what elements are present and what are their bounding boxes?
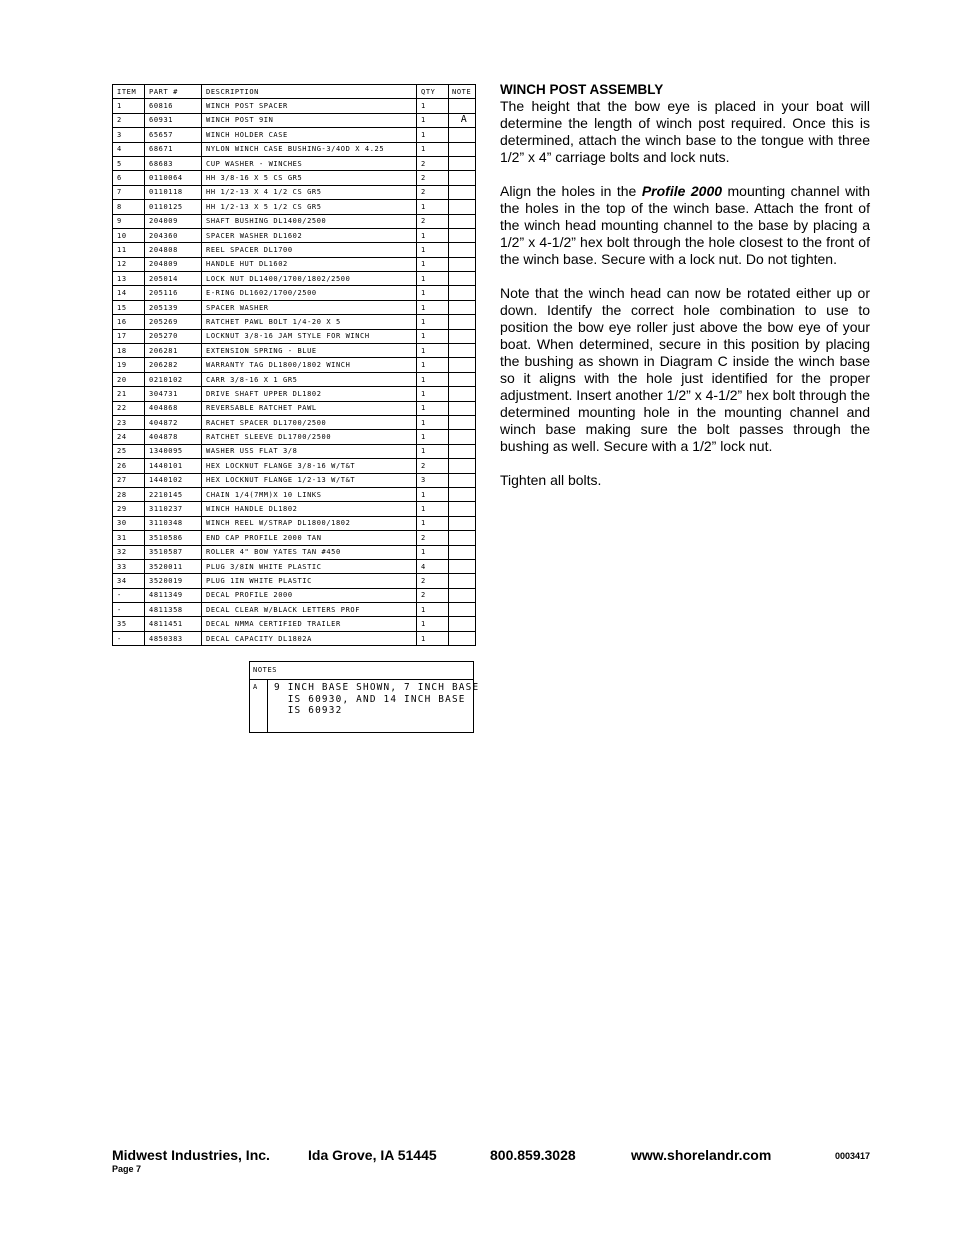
cell-qty: 1 bbox=[417, 300, 449, 314]
cell-qty: 1 bbox=[417, 545, 449, 559]
paragraph-3: Note that the winch head can now be rotated either up or down. Identify the correct hole combination to use to position the bow eye roller just above the bow eye of your boat. When determined, secure in this position by placing the bushing as shown in Diagram C inside the winch base so it aligns with the hole just identified for the proper adjustment. Insert another 1/2” x 4-1/2” hex bolt through the determined mounting hole in the mounting channel and winch base making sure the bolt passes through the bushing as well. Secure with a 1/2” lock nut. bbox=[500, 285, 870, 454]
cell-part: 4811451 bbox=[145, 617, 202, 631]
notes-header: NOTES bbox=[250, 662, 473, 680]
cell-note bbox=[449, 531, 476, 545]
cell-note bbox=[449, 214, 476, 228]
cell-description: HANDLE HUT DL1602 bbox=[202, 257, 417, 271]
cell-qty: 2 bbox=[417, 459, 449, 473]
cell-description: DECAL CAPACITY DL1802A bbox=[202, 631, 417, 645]
table-row bbox=[113, 603, 476, 617]
cell-qty: 2 bbox=[417, 574, 449, 588]
table-row bbox=[113, 99, 476, 113]
cell-part: 68671 bbox=[145, 142, 202, 156]
table-row bbox=[113, 329, 476, 343]
cell-note bbox=[449, 487, 476, 501]
table-row bbox=[113, 502, 476, 516]
footer-website: www.shorelandr.com bbox=[631, 1147, 772, 1163]
cell-note bbox=[449, 516, 476, 530]
footer-phone: 800.859.3028 bbox=[490, 1147, 576, 1163]
cell-item: 6 bbox=[113, 171, 145, 185]
cell-note bbox=[449, 315, 476, 329]
cell-part: 3110237 bbox=[145, 502, 202, 516]
cell-item: 33 bbox=[113, 559, 145, 573]
cell-part: 3510587 bbox=[145, 545, 202, 559]
cell-description: HH 3/8-16 X 5 CS GR5 bbox=[202, 171, 417, 185]
cell-part: 3510586 bbox=[145, 531, 202, 545]
cell-note bbox=[449, 128, 476, 142]
cell-item: 30 bbox=[113, 516, 145, 530]
cell-item: 14 bbox=[113, 286, 145, 300]
cell-item: 32 bbox=[113, 545, 145, 559]
footer-company: Midwest Industries, Inc. bbox=[112, 1147, 270, 1163]
cell-part: 3520019 bbox=[145, 574, 202, 588]
cell-part: 206282 bbox=[145, 358, 202, 372]
cell-item: 19 bbox=[113, 358, 145, 372]
cell-item: 3 bbox=[113, 128, 145, 142]
cell-item: 4 bbox=[113, 142, 145, 156]
table-row bbox=[113, 243, 476, 257]
cell-part: 204809 bbox=[145, 257, 202, 271]
cell-note bbox=[449, 257, 476, 271]
cell-qty: 1 bbox=[417, 315, 449, 329]
table-row bbox=[113, 128, 476, 142]
cell-qty: 1 bbox=[417, 243, 449, 257]
cell-qty: 1 bbox=[417, 430, 449, 444]
notes-mark: A bbox=[250, 680, 268, 732]
cell-description: WINCH POST 9IN bbox=[202, 113, 417, 127]
parts-table-body bbox=[113, 99, 476, 646]
cell-description: DECAL NMMA CERTIFIED TRAILER bbox=[202, 617, 417, 631]
table-row bbox=[113, 286, 476, 300]
table-row bbox=[113, 444, 476, 458]
cell-item: 5 bbox=[113, 156, 145, 170]
cell-qty: 2 bbox=[417, 531, 449, 545]
table-row bbox=[113, 142, 476, 156]
cell-item: 34 bbox=[113, 574, 145, 588]
cell-item: 31 bbox=[113, 531, 145, 545]
cell-qty: 1 bbox=[417, 128, 449, 142]
cell-item: 10 bbox=[113, 228, 145, 242]
cell-qty: 4 bbox=[417, 559, 449, 573]
cell-item: 16 bbox=[113, 315, 145, 329]
cell-description: SPACER WASHER bbox=[202, 300, 417, 314]
table-row bbox=[113, 617, 476, 631]
paragraph-1: The height that the bow eye is placed in your boat will determine the length of winch post required. Once this is determined, attach the winch base to the tongue with three 1/2” x 4” carriage bolts and lock nuts. bbox=[500, 98, 870, 165]
cell-part: 204808 bbox=[145, 243, 202, 257]
cell-item: 1 bbox=[113, 99, 145, 113]
cell-description: HH 1/2-13 X 4 1/2 CS GR5 bbox=[202, 185, 417, 199]
header-description: DESCRIPTION bbox=[202, 85, 417, 99]
table-row bbox=[113, 545, 476, 559]
cell-qty: 1 bbox=[417, 516, 449, 530]
table-row bbox=[113, 300, 476, 314]
cell-item: 17 bbox=[113, 329, 145, 343]
cell-description: RATCHET SLEEVE DL1700/2500 bbox=[202, 430, 417, 444]
cell-qty: 1 bbox=[417, 142, 449, 156]
cell-note bbox=[449, 444, 476, 458]
cell-description: END CAP PROFILE 2000 TAN bbox=[202, 531, 417, 545]
cell-part: 68683 bbox=[145, 156, 202, 170]
cell-description: SHAFT BUSHING DL1400/2500 bbox=[202, 214, 417, 228]
table-row bbox=[113, 588, 476, 602]
cell-description: LOCK NUT DL1400/1700/1802/2500 bbox=[202, 272, 417, 286]
cell-note bbox=[449, 401, 476, 415]
cell-note bbox=[449, 473, 476, 487]
cell-note bbox=[449, 358, 476, 372]
table-row bbox=[113, 200, 476, 214]
cell-note bbox=[449, 156, 476, 170]
paragraph-2-post: mounting channel with the holes in the top of the winch base. Attach the front of the winch head mounting channel to the base by placing a 1/2” x 4-1/2” hex bolt through the hole closest to the front of the winch base. Secure with a lock nut. Do not tighten. bbox=[500, 183, 871, 267]
cell-note bbox=[449, 142, 476, 156]
instructions-section bbox=[500, 82, 870, 506]
footer-page-number: Page 7 bbox=[112, 1164, 142, 1174]
cell-item: 21 bbox=[113, 387, 145, 401]
header-item: ITEM bbox=[113, 85, 145, 99]
cell-item: 8 bbox=[113, 200, 145, 214]
cell-qty: 2 bbox=[417, 214, 449, 228]
table-row bbox=[113, 156, 476, 170]
cell-description: HH 1/2-13 X 5 1/2 CS GR5 bbox=[202, 200, 417, 214]
cell-item: 27 bbox=[113, 473, 145, 487]
cell-description: PLUG 1IN WHITE PLASTIC bbox=[202, 574, 417, 588]
cell-qty: 1 bbox=[417, 272, 449, 286]
cell-part: 404868 bbox=[145, 401, 202, 415]
cell-item: - bbox=[113, 588, 145, 602]
cell-part: 205139 bbox=[145, 300, 202, 314]
cell-description: PLUG 3/8IN WHITE PLASTIC bbox=[202, 559, 417, 573]
cell-part: 65657 bbox=[145, 128, 202, 142]
table-row bbox=[113, 214, 476, 228]
cell-description: ROLLER 4" BOW YATES TAN #450 bbox=[202, 545, 417, 559]
table-row bbox=[113, 401, 476, 415]
cell-qty: 1 bbox=[417, 329, 449, 343]
cell-qty: 1 bbox=[417, 502, 449, 516]
cell-note bbox=[449, 243, 476, 257]
cell-note bbox=[449, 228, 476, 242]
cell-qty: 1 bbox=[417, 228, 449, 242]
cell-part: 404872 bbox=[145, 415, 202, 429]
cell-part: 0110125 bbox=[145, 200, 202, 214]
cell-description: DECAL CLEAR W/BLACK LETTERS PROF bbox=[202, 603, 417, 617]
cell-note bbox=[449, 603, 476, 617]
cell-description: CARR 3/8-16 X 1 GR5 bbox=[202, 372, 417, 386]
cell-description: RATCHET PAWL BOLT 1/4-20 X 5 bbox=[202, 315, 417, 329]
cell-note bbox=[449, 387, 476, 401]
cell-description: WINCH HOLDER CASE bbox=[202, 128, 417, 142]
cell-qty: 3 bbox=[417, 473, 449, 487]
cell-note bbox=[449, 631, 476, 645]
cell-description: SPACER WASHER DL1602 bbox=[202, 228, 417, 242]
footer-city: Ida Grove, IA 51445 bbox=[308, 1147, 437, 1163]
cell-qty: 1 bbox=[417, 444, 449, 458]
cell-part: 1440101 bbox=[145, 459, 202, 473]
cell-item: 20 bbox=[113, 372, 145, 386]
table-row bbox=[113, 531, 476, 545]
cell-qty: 1 bbox=[417, 257, 449, 271]
cell-part: 1440102 bbox=[145, 473, 202, 487]
cell-part: 0110118 bbox=[145, 185, 202, 199]
cell-note bbox=[449, 99, 476, 113]
table-row bbox=[113, 113, 476, 127]
cell-item: 28 bbox=[113, 487, 145, 501]
cell-part: 4850383 bbox=[145, 631, 202, 645]
cell-note bbox=[449, 200, 476, 214]
cell-item: 22 bbox=[113, 401, 145, 415]
cell-part: 4811358 bbox=[145, 603, 202, 617]
table-row bbox=[113, 430, 476, 444]
cell-part: 4811349 bbox=[145, 588, 202, 602]
cell-part: 204009 bbox=[145, 214, 202, 228]
cell-description: CUP WASHER - WINCHES bbox=[202, 156, 417, 170]
paragraph-4: Tighten all bolts. bbox=[500, 472, 602, 488]
table-row bbox=[113, 185, 476, 199]
cell-note bbox=[449, 185, 476, 199]
cell-qty: 1 bbox=[417, 286, 449, 300]
cell-item: 29 bbox=[113, 502, 145, 516]
table-row bbox=[113, 228, 476, 242]
cell-description: DRIVE SHAFT UPPER DL1802 bbox=[202, 387, 417, 401]
cell-qty: 1 bbox=[417, 358, 449, 372]
cell-item: 24 bbox=[113, 430, 145, 444]
cell-qty: 1 bbox=[417, 415, 449, 429]
cell-qty: 1 bbox=[417, 617, 449, 631]
cell-qty: 2 bbox=[417, 185, 449, 199]
cell-part: 205116 bbox=[145, 286, 202, 300]
cell-item: 18 bbox=[113, 344, 145, 358]
cell-qty: 1 bbox=[417, 113, 449, 127]
cell-note bbox=[449, 272, 476, 286]
cell-description: REEL SPACER DL1700 bbox=[202, 243, 417, 257]
table-row bbox=[113, 315, 476, 329]
cell-part: 206281 bbox=[145, 344, 202, 358]
cell-qty: 2 bbox=[417, 171, 449, 185]
section-heading: WINCH POST ASSEMBLY bbox=[500, 82, 664, 97]
cell-part: 205269 bbox=[145, 315, 202, 329]
cell-description: WARRANTY TAG DL1800/1802 WINCH bbox=[202, 358, 417, 372]
table-row bbox=[113, 387, 476, 401]
cell-qty: 2 bbox=[417, 156, 449, 170]
cell-note bbox=[449, 559, 476, 573]
cell-description: REVERSABLE RATCHET PAWL bbox=[202, 401, 417, 415]
notes-row bbox=[250, 680, 480, 732]
paragraph-2-pre: Align the holes in the bbox=[500, 183, 642, 199]
cell-qty: 1 bbox=[417, 200, 449, 214]
cell-part: 304731 bbox=[145, 387, 202, 401]
cell-note bbox=[449, 617, 476, 631]
cell-item: 11 bbox=[113, 243, 145, 257]
cell-qty: 1 bbox=[417, 99, 449, 113]
table-row bbox=[113, 372, 476, 386]
cell-description: WINCH REEL W/STRAP DL1800/1802 bbox=[202, 516, 417, 530]
table-row bbox=[113, 171, 476, 185]
cell-qty: 1 bbox=[417, 631, 449, 645]
cell-note bbox=[449, 545, 476, 559]
cell-note bbox=[449, 344, 476, 358]
cell-description: HEX LOCKNUT FLANGE 1/2-13 W/T&T bbox=[202, 473, 417, 487]
cell-note: A bbox=[449, 113, 476, 127]
cell-item: 15 bbox=[113, 300, 145, 314]
cell-part: 205270 bbox=[145, 329, 202, 343]
table-row bbox=[113, 257, 476, 271]
cell-note bbox=[449, 430, 476, 444]
cell-description: CHAIN 1/4(7MM)X 10 LINKS bbox=[202, 487, 417, 501]
cell-part: 3520011 bbox=[145, 559, 202, 573]
cell-item: 12 bbox=[113, 257, 145, 271]
cell-description: DECAL PROFILE 2000 bbox=[202, 588, 417, 602]
notes-text: 9 INCH BASE SHOWN, 7 INCH BASE IS 60930, AND 14 INCH BASE IS 60932 bbox=[274, 682, 480, 716]
table-row bbox=[113, 358, 476, 372]
cell-description: EXTENSION SPRING - BLUE bbox=[202, 344, 417, 358]
cell-qty: 1 bbox=[417, 603, 449, 617]
cell-part: 60931 bbox=[145, 113, 202, 127]
parts-table bbox=[112, 84, 476, 646]
notes-box bbox=[249, 661, 480, 733]
cell-part: 1340095 bbox=[145, 444, 202, 458]
table-row bbox=[113, 574, 476, 588]
cell-note bbox=[449, 415, 476, 429]
cell-item: 13 bbox=[113, 272, 145, 286]
cell-part: 3110348 bbox=[145, 516, 202, 530]
cell-item: 7 bbox=[113, 185, 145, 199]
table-header-row bbox=[113, 85, 476, 99]
cell-note bbox=[449, 502, 476, 516]
cell-description: E-RING DL1602/1700/2500 bbox=[202, 286, 417, 300]
table-row bbox=[113, 459, 476, 473]
cell-part: 60816 bbox=[145, 99, 202, 113]
cell-qty: 1 bbox=[417, 487, 449, 501]
cell-description: LOCKNUT 3/8-16 JAM STYLE FOR WINCH bbox=[202, 329, 417, 343]
cell-part: 204360 bbox=[145, 228, 202, 242]
cell-description: WINCH HANDLE DL1802 bbox=[202, 502, 417, 516]
table-row bbox=[113, 516, 476, 530]
cell-note bbox=[449, 588, 476, 602]
cell-description: WINCH POST SPACER bbox=[202, 99, 417, 113]
cell-description: HEX LOCKNUT FLANGE 3/8-16 W/T&T bbox=[202, 459, 417, 473]
table-row bbox=[113, 344, 476, 358]
header-part: PART # bbox=[145, 85, 202, 99]
cell-item: 26 bbox=[113, 459, 145, 473]
cell-note bbox=[449, 300, 476, 314]
cell-note bbox=[449, 574, 476, 588]
cell-note bbox=[449, 459, 476, 473]
cell-description: WASHER USS FLAT 3/8 bbox=[202, 444, 417, 458]
cell-part: 0110064 bbox=[145, 171, 202, 185]
cell-part: 404878 bbox=[145, 430, 202, 444]
cell-item: 35 bbox=[113, 617, 145, 631]
table-row bbox=[113, 473, 476, 487]
cell-qty: 1 bbox=[417, 401, 449, 415]
cell-item: 25 bbox=[113, 444, 145, 458]
table-row bbox=[113, 631, 476, 645]
cell-qty: 1 bbox=[417, 372, 449, 386]
cell-part: 2210145 bbox=[145, 487, 202, 501]
cell-note bbox=[449, 171, 476, 185]
header-qty: QTY bbox=[417, 85, 449, 99]
cell-description: NYLON WINCH CASE BUSHING-3/4OD X 4.25 bbox=[202, 142, 417, 156]
table-row bbox=[113, 487, 476, 501]
table-row bbox=[113, 272, 476, 286]
page-footer bbox=[112, 1147, 870, 1177]
cell-item: - bbox=[113, 631, 145, 645]
cell-note bbox=[449, 329, 476, 343]
product-name: Profile 2000 bbox=[641, 183, 723, 199]
header-note: NOTE bbox=[449, 85, 476, 99]
cell-qty: 1 bbox=[417, 387, 449, 401]
table-row bbox=[113, 415, 476, 429]
cell-item: 2 bbox=[113, 113, 145, 127]
cell-item: - bbox=[113, 603, 145, 617]
cell-description: RACHET SPACER DL1700/2500 bbox=[202, 415, 417, 429]
cell-qty: 2 bbox=[417, 588, 449, 602]
cell-part: 205014 bbox=[145, 272, 202, 286]
cell-item: 23 bbox=[113, 415, 145, 429]
footer-doc-code: 0003417 bbox=[834, 1151, 870, 1161]
cell-part: 0210102 bbox=[145, 372, 202, 386]
cell-qty: 1 bbox=[417, 344, 449, 358]
cell-note bbox=[449, 372, 476, 386]
paragraph-2 bbox=[500, 183, 870, 268]
cell-note bbox=[449, 286, 476, 300]
table-row bbox=[113, 559, 476, 573]
cell-item: 9 bbox=[113, 214, 145, 228]
